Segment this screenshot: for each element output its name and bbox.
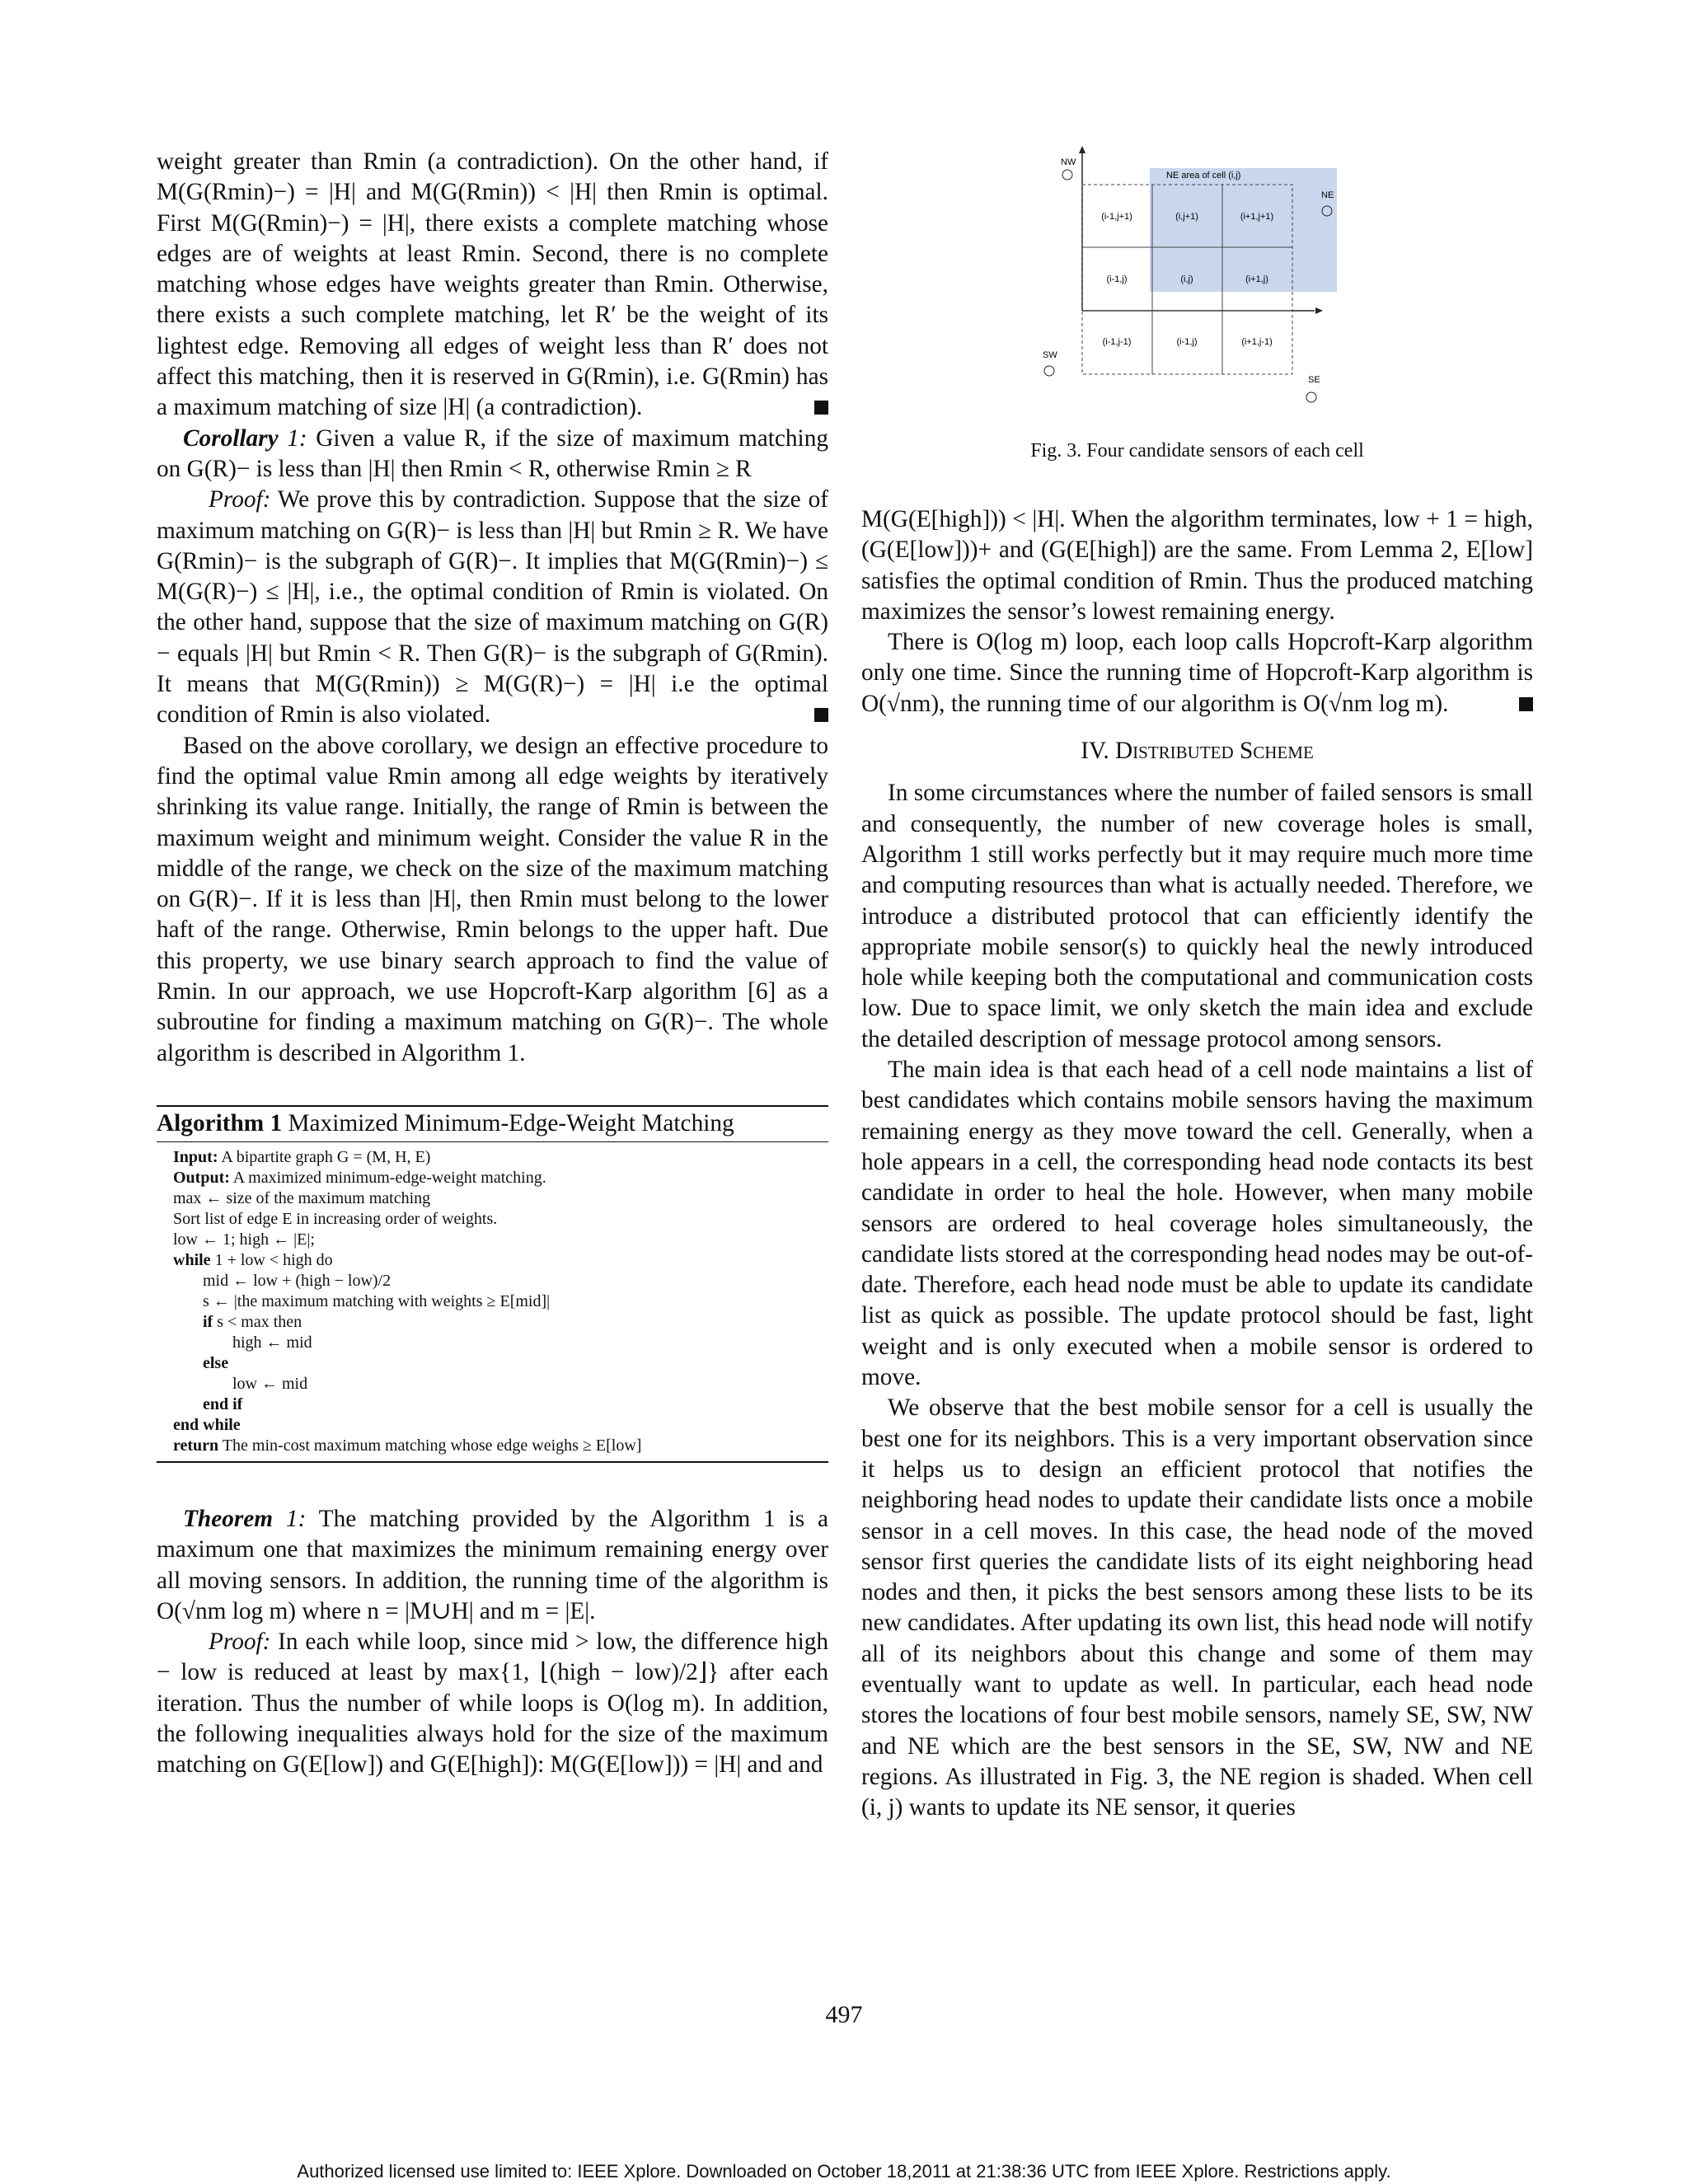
algorithm-label: Algorithm 1 [157,1109,283,1137]
algorithm-keyword: return [173,1436,219,1455]
algorithm-line [173,1353,828,1374]
proof-theorem [157,1627,828,1780]
se-label: SE [1308,375,1320,385]
cell-label: (i,j+1) [1175,212,1198,222]
algorithm-keyword: Output: [173,1168,230,1187]
algorithm-text: max ← size of the maximum matching [173,1188,431,1207]
corollary-number: 1: [287,424,307,452]
cell-label: (i,j) [1180,274,1193,284]
algorithm-text: high ← mid [232,1333,312,1352]
cell-label: (i-1,j-1) [1102,337,1132,347]
figure-caption: Fig. 3. Four candidate sensors of each cell [1030,440,1364,462]
paragraph-running-time [861,627,1533,719]
algorithm-text: A bipartite graph G = (M, H, E) [218,1147,431,1166]
algorithm-text: mid ← low + (high − low)/2 [203,1271,392,1290]
y-axis-arrow-icon [1079,146,1085,153]
algorithm-body [157,1142,828,1461]
algorithm-line [173,1147,828,1168]
algorithm-keyword: end if [203,1394,243,1413]
cell-label: (i+1,j+1) [1240,212,1274,222]
section-heading: IV. Distributed Scheme [1081,738,1314,765]
algorithm-keyword: while [173,1250,211,1269]
algorithm-line [173,1291,828,1312]
paragraph-main-idea: The main idea is that each head of a cell node maintains a list of best candidates which contains mobile sensors having the maximum remaining energy as they move toward the cell. Generally, when a hole appears in a cell, the corresponding head node contacts its best candidate in order to heal the hole. However, when many mobile sensors are ordered to heal coverage holes simultaneously, the candidate lists stored at the corresponding head nodes may be out-of-date. Therefore, each head node must be able to update its candidate list as quick as possible. The update protocol should be fast, light weight and is only executed when a mobile sensor is ordered to move. [861,1057,1533,1391]
algorithm-keyword: if [203,1312,213,1331]
algorithm-text: Sort list of edge E in increasing order of weights. [173,1209,498,1228]
page-number: 497 [825,2001,863,2028]
figure-3-grid-diagram [1043,142,1356,414]
algorithm-line [173,1415,828,1436]
sw-label: SW [1043,350,1057,360]
algorithm-line [173,1271,828,1291]
algorithm-text: The min-cost maximum matching whose edge weighs ≥ E[low] [218,1436,642,1455]
algorithm-text: 1 + low < high do [210,1250,333,1269]
algorithm-line [173,1394,828,1415]
cell-label: (i+1,j-1) [1241,337,1273,347]
ne-shaded-region [1150,168,1337,292]
algorithm-header [157,1107,828,1142]
cell-label: (i-1,j) [1106,274,1128,284]
theorem-text: The matching provided by the Algorithm 1 is a maximum one that maximizes the minimum remaining energy over all moving sensors. In addition, the running time of the algorithm is O(√nm log m) where n = |M∪H| and m = |E|. [157,1505,829,1624]
algorithm-line [173,1188,828,1209]
paragraph-binary-search: Based on the above corollary, we design an effective procedure to find the optimal value Rmin among all edge weights by iteratively shrinking its value range. Initially, the range of Rmin is between the maximum weight and minimum weight. Consider the value R in the middle of the range, we check on the size of the maximum matching on G(R)−. If it is less than |H|, then Rmin must belong to the lower haft of the range. Otherwise, Rmin belongs to the upper haft. Due this property, we use binary search approach to find the value of Rmin. In our approach, we use Hopcroft-Karp algorithm [6] as a subroutine for finding a maximum matching on G(R)−. The whole algorithm is described in Algorithm 1. [157,732,828,1066]
corollary-text: Given a value R, if the size of maximum matching on G(R)− is less than |H| then Rmin < R, otherwise Rmin ≥ R [157,424,828,482]
qed-square-icon [814,401,828,415]
ne-label: NE [1321,190,1334,200]
proof-label: Proof: [209,1629,271,1656]
left-column [157,147,828,1781]
algorithm-text: s < max then [213,1312,302,1331]
paragraph-text: There is O(log m) loop, each loop calls Hopcroft-Karp algorithm only one time. Since the running time of Hopcroft-Karp algorithm is O(√nm), the running time of our algorithm is O(√nm log m). [861,629,1533,717]
algorithm-line [173,1333,828,1353]
algorithm-box [157,1105,828,1463]
sw-sensor-icon [1044,366,1054,376]
paragraph-contradiction-end [157,147,828,424]
corollary-label: Corollary [183,424,279,452]
proof-text: We prove this by contradiction. Suppose that the size of maximum matching on G(R)− is less than |H| but Rmin ≥ R. We have G(Rmin)− is the subgraph of G(R)−. It implies that M(G(Rmin)−) ≤ M(G(R)−) ≤ |H|, i.e., the optimal condition of Rmin is violated. On the other hand, suppose that the size of maximum matching on G(R)− equals |H| but Rmin < R. Then G(R)− is the subgraph of G(Rmin). It means that M(G(Rmin)) ≥ M(G(R)−) = |H| i.e the optimal condition of Rmin is also violated. [157,486,828,729]
algorithm-keyword: end while [173,1415,241,1434]
algorithm-text: A maximized minimum-edge-weight matching. [229,1168,546,1187]
algorithm-line [173,1374,828,1394]
algorithm-text: s ← |the maximum matching with weights ≥ E[mid]| [203,1291,551,1310]
theorem-label: Theorem [183,1505,274,1532]
cell-label: (i-1,j) [1176,337,1198,347]
algorithm-line [173,1230,828,1250]
algorithm-line [173,1168,828,1188]
proof-text: In each while loop, since mid > low, the difference high − low is reduced at least by max{1, ⌊(high − low)/2⌋} after each iteration. Thus the number of while loops is O(log m). In addition, the following inequalities always hold for the size of the maximum matching on G(E[low]) and G(E[high]): M(G(E[low])) = |H| and and [157,1629,829,1779]
nw-sensor-icon [1062,170,1072,180]
cell-label: (i+1,j) [1245,274,1268,284]
algorithm-title: Maximized Minimum-Edge-Weight Matching [288,1109,734,1137]
algorithm-keyword: else [203,1353,229,1372]
x-axis-arrow-icon [1315,307,1323,314]
algorithm-text: low ← 1; high ← |E|; [173,1230,315,1249]
paragraph-text: weight greater than Rmin (a contradiction). On the other hand, if M(G(Rmin)−) = |H| and M(G(Rmin)) < |H| then Rmin is optimal. First M(G(Rmin)−) = |H|, there exists a complete matching whose edges are of weights at least Rmin. Second, there is no complete matching whose edges have weights greater than Rmin. Otherwise, there exists a such complete matching, let R′ be the weight of its lightest edge. Removing all edges of weight less than R′ does not affect this matching, then it is reserved in G(Rmin), i.e. G(Rmin) has a maximum matching of size |H| (a contradiction). [157,148,828,421]
algorithm-text: low ← mid [232,1374,308,1393]
algorithm-keyword: Input: [173,1147,218,1166]
paragraph-termination: M(G(E[high])) < |H|. When the algorithm terminates, low + 1 = high, (G(E[low]))+ and (G(E[high]) are the same. From Lemma 2, E[low] satisfies the optimal condition of Rmin. Thus the produced matching maximizes the sensor’s lowest remaining energy. [861,506,1533,625]
algorithm-line [173,1250,828,1271]
algorithm-line [173,1312,828,1333]
cell-label: (i-1,j+1) [1101,212,1132,222]
paragraph-observation: We observe that the best mobile sensor for a cell is usually the best one for its neighbors. This is a very important observation since it helps us to design an efficient protocol that notifies the neighboring head nodes to update their candidate lists once a mobile sensor in a cell moves. In this case, the head node of the moved sensor first queries the candidate lists of its eight neighboring head nodes and then, it picks the best sensors among these lists to be its new candidates. After updating its own list, this head node will notify all of its neighbors about this change and some of them may eventually want to update as well. In particular, each head node stores the locations of four best mobile sensors, namely SE, SW, NW and NE which are the best sensors in the SE, SW, NW and NE regions. As illustrated in Fig. 3, the NE region is shaded. When cell (i, j) wants to update its NE sensor, it queries [861,1394,1533,1821]
qed-square-icon [814,708,828,722]
algorithm-line [173,1436,828,1456]
algorithm-line [173,1209,828,1230]
nw-label: NW [1061,157,1076,167]
theorem-1 [157,1504,828,1627]
ne-area-label: NE area of cell (i,j) [1166,171,1241,180]
license-footer: Authorized licensed use limited to: IEEE Xplore. Downloaded on October 18,2011 at 21:38:36 UTC from IEEE Xplore. Restrictions apply. [297,2161,1391,2182]
theorem-number: 1: [285,1505,307,1532]
right-column [861,504,1533,1823]
proof-corollary [157,485,828,730]
qed-square-icon [1519,697,1533,711]
proof-label: Proof: [209,486,271,513]
corollary-1 [157,424,828,485]
se-sensor-icon [1306,392,1316,402]
paragraph-circumstances: In some circumstances where the number of failed sensors is small and consequently, the number of new coverage holes is small, Algorithm 1 still works perfectly but it may require much more time and computing resources than what is actually needed. Therefore, we introduce a distributed protocol that can efficiently identify the appropriate mobile sensor(s) to quickly heal the newly introduced hole while keeping both the computational and communication costs low. Due to space limit, we only sketch the main idea and exclude the detailed description of message protocol among sensors. [861,780,1533,1052]
